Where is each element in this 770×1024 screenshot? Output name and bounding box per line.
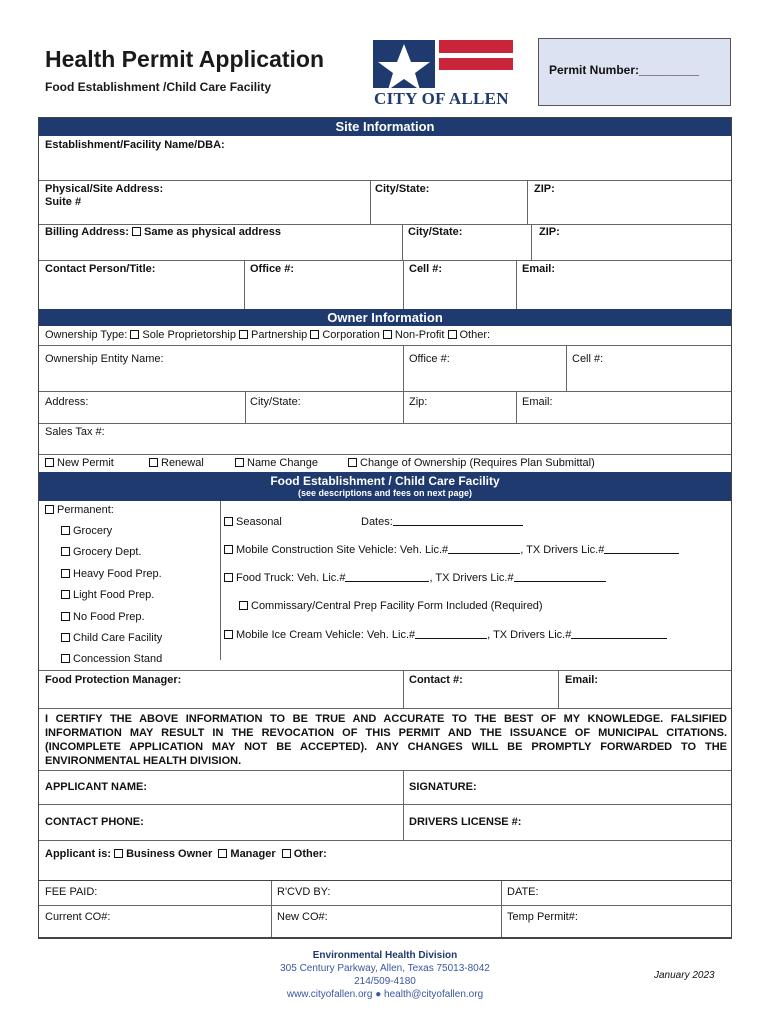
ownership-type-row: Ownership Type: Sole Proprietorship Partnership Corporation Non-Profit Other:: [45, 329, 491, 341]
fee-paid-label: FEE PAID:: [45, 886, 98, 898]
seasonal-option[interactable]: Seasonal: [224, 516, 282, 528]
owner-office-label: Office #:: [409, 353, 450, 365]
office-use-box: [38, 880, 732, 938]
billing-address-field[interactable]: Billing Address: Same as physical address: [45, 226, 281, 238]
food-truck-option[interactable]: Food Truck: Veh. Lic.# , TX Drivers Lic.#: [224, 572, 606, 584]
owner-cell-label: Cell #:: [572, 353, 604, 365]
permit-number-label: Permit Number:_________: [549, 63, 700, 77]
new-co-label: New CO#:: [277, 911, 328, 923]
revision-date: January 2023: [654, 970, 715, 981]
other-role-checkbox[interactable]: [282, 849, 291, 858]
applicant-is-row: Applicant is: Business Owner Manager Other:: [45, 848, 327, 860]
site-email-label: Email:: [522, 263, 556, 275]
application-form: [38, 117, 732, 939]
partnership-checkbox[interactable]: [239, 330, 248, 339]
owner-email-label: Email:: [522, 396, 553, 408]
no-food-prep-option[interactable]: No Food Prep.: [61, 611, 145, 623]
rcvd-by-label: R'CVD BY:: [277, 886, 331, 898]
physical-address-label: Physical/Site Address:: [45, 183, 164, 195]
permanent-option[interactable]: Permanent:: [45, 504, 114, 516]
site-zip-label: ZIP:: [534, 183, 555, 195]
site-city-state-label: City/State:: [375, 183, 430, 195]
light-food-prep-checkbox[interactable]: [61, 590, 70, 599]
same-as-physical-checkbox[interactable]: [132, 227, 141, 236]
child-care-facility-checkbox[interactable]: [61, 633, 70, 642]
site-cell-label: Cell #:: [409, 263, 443, 275]
light-food-prep-option[interactable]: Light Food Prep.: [61, 589, 154, 601]
grocery-checkbox[interactable]: [61, 526, 70, 535]
child-care-facility-option[interactable]: Child Care Facility: [61, 632, 162, 644]
commissary-option[interactable]: Commissary/Central Prep Facility Form Included (Required): [239, 600, 543, 612]
food-establishment-band: Food Establishment / Child Care Facility (see descriptions and fees on next page): [39, 472, 731, 501]
new-permit-option[interactable]: New Permit: [45, 457, 114, 469]
applicant-name-label: APPLICANT NAME:: [45, 781, 148, 793]
mobile-construction-option[interactable]: Mobile Construction Site Vehicle: Veh. Lic.# , TX Drivers Lic.#: [224, 544, 679, 556]
owner-information-band: Owner Information: [39, 309, 731, 326]
contact-phone-label: CONTACT PHONE:: [45, 816, 144, 828]
establishment-name-label: Establishment/Facility Name/DBA:: [45, 139, 225, 151]
site-information-band: Site Information: [39, 118, 731, 136]
current-co-label: Current CO#:: [45, 911, 111, 923]
seasonal-dates-field[interactable]: Dates:: [361, 516, 523, 528]
signature-label: SIGNATURE:: [409, 781, 477, 793]
division-address: 305 Century Parkway, Allen, Texas 75013-8042: [280, 963, 490, 974]
food-truck-checkbox[interactable]: [224, 573, 233, 582]
drivers-license-label: DRIVERS LICENSE #:: [409, 816, 522, 828]
division-web-email[interactable]: www.cityofallen.org ● health@cityofallen.org: [286, 989, 484, 1000]
page-subtitle: Food Establishment /Child Care Facility: [45, 80, 272, 94]
manager-checkbox[interactable]: [218, 849, 227, 858]
suite-label: Suite #: [45, 196, 82, 208]
division-phone: 214/509-4180: [354, 976, 416, 987]
contact-person-label: Contact Person/Title:: [45, 263, 156, 275]
date-label: DATE:: [507, 886, 539, 898]
manager-contact-label: Contact #:: [409, 674, 463, 686]
name-change-option[interactable]: Name Change: [235, 457, 318, 469]
site-office-label: Office #:: [250, 263, 295, 275]
name-change-checkbox[interactable]: [235, 458, 244, 467]
mobile-construction-checkbox[interactable]: [224, 545, 233, 554]
no-food-prep-checkbox[interactable]: [61, 612, 70, 621]
renewal-checkbox[interactable]: [149, 458, 158, 467]
heavy-food-prep-checkbox[interactable]: [61, 569, 70, 578]
division-name: Environmental Health Division: [312, 950, 458, 961]
owner-address-label: Address:: [45, 396, 89, 408]
grocery-option[interactable]: Grocery: [61, 525, 112, 537]
temp-permit-label: Temp Permit#:: [507, 911, 578, 923]
renewal-option[interactable]: Renewal: [149, 457, 204, 469]
sales-tax-label: Sales Tax #:: [45, 426, 105, 438]
owner-city-state-label: City/State:: [250, 396, 301, 408]
manager-email-label: Email:: [565, 674, 599, 686]
certification-statement: I CERTIFY THE ABOVE INFORMATION TO BE TRUE AND ACCURATE TO THE BEST OF MY KNOWLEDGE. FALSIFIED INFORMATION MAY RESULT IN THE REVOCATION OF THIS PERMIT AND THE ISSUANCE OF MUNICIPAL CITATIONS. (INCOMPLETE APPLICATION MAY NOT BE ACCEPTED). ANY CHANGES WILL BE PROMPTLY FORWARDED TO THE ENVIRONMENTAL HEALTH DIVISION.: [45, 713, 727, 767]
grocery-dept-option[interactable]: Grocery Dept.: [61, 546, 141, 558]
entity-name-label: Ownership Entity Name:: [45, 353, 164, 365]
change-of-ownership-option[interactable]: Change of Ownership (Requires Plan Submittal): [348, 457, 595, 469]
permanent-checkbox[interactable]: [45, 505, 54, 514]
footer-contact: [220, 949, 550, 1001]
billing-city-state-label: City/State:: [408, 226, 463, 238]
concession-stand-checkbox[interactable]: [61, 654, 70, 663]
new-permit-checkbox[interactable]: [45, 458, 54, 467]
logo-text: CITY OF ALLEN: [374, 89, 509, 108]
concession-stand-option[interactable]: Concession Stand: [61, 653, 162, 665]
sole-proprietorship-checkbox[interactable]: [130, 330, 139, 339]
mobile-ice-cream-option[interactable]: Mobile Ice Cream Vehicle: Veh. Lic.# , TX Drivers Lic.#: [224, 629, 667, 641]
food-protection-manager-label: Food Protection Manager:: [45, 674, 182, 686]
change-of-ownership-checkbox[interactable]: [348, 458, 357, 467]
non-profit-checkbox[interactable]: [383, 330, 392, 339]
commissary-checkbox[interactable]: [239, 601, 248, 610]
owner-zip-label: Zip:: [409, 396, 428, 408]
business-owner-checkbox[interactable]: [114, 849, 123, 858]
seasonal-checkbox[interactable]: [224, 517, 233, 526]
page-title: Health Permit Application: [45, 46, 325, 72]
permit-number-box[interactable]: [538, 38, 731, 106]
other-ownership-checkbox[interactable]: [448, 330, 457, 339]
heavy-food-prep-option[interactable]: Heavy Food Prep.: [61, 568, 162, 580]
corporation-checkbox[interactable]: [310, 330, 319, 339]
billing-zip-label: ZIP:: [539, 226, 560, 238]
grocery-dept-checkbox[interactable]: [61, 547, 70, 556]
mobile-ice-cream-checkbox[interactable]: [224, 630, 233, 639]
